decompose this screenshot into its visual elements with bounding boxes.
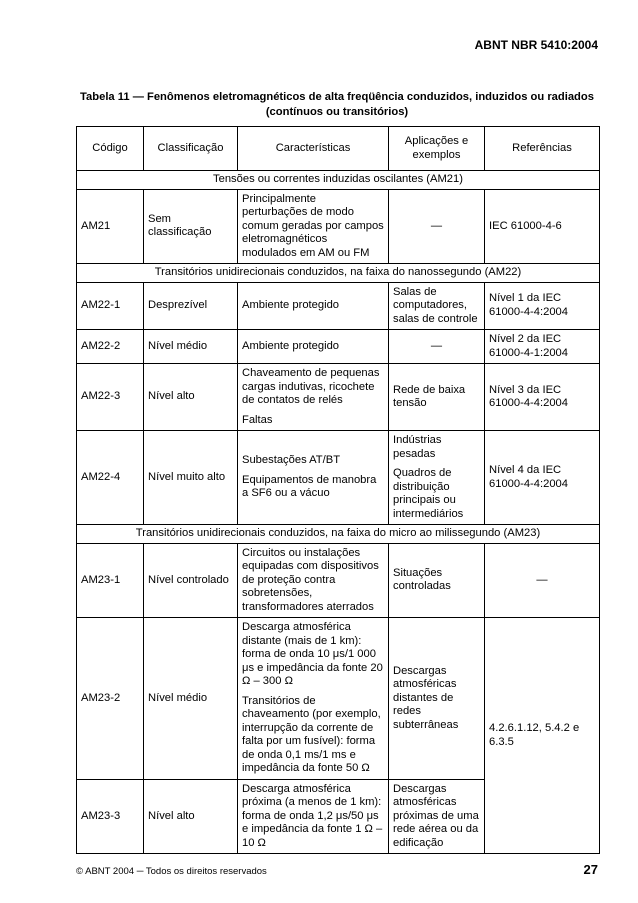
cell-applications: Descargas atmosféricas próximas de uma rede aérea ou da edificação (389, 779, 485, 854)
cell-code: AM23-1 (77, 543, 144, 618)
cell-classification: Desprezível (144, 282, 238, 330)
table-row (77, 618, 600, 780)
table-row (77, 189, 600, 264)
col-header-code: Código (77, 127, 144, 171)
table-row (77, 431, 600, 525)
section-row (77, 171, 600, 190)
cell-characteristics: Descarga atmosférica próxima (a menos de 1 km): forma de onda 1,2 μs/50 μs e impedância da fonte 1 Ω – 10 Ω (238, 779, 389, 854)
cell-classification: Nível muito alto (144, 431, 238, 525)
cell-code: AM22-2 (77, 330, 144, 364)
characteristics-part-1: Chaveamento de pequenas cargas indutivas, ricochete de contatos de relés (242, 367, 380, 406)
cell-characteristics: Principalmente perturbações de modo comum geradas por campos eletromagnéticos modulados em AM ou FM (238, 189, 389, 264)
cell-characteristics: Ambiente protegido (238, 330, 389, 364)
cell-references: Nível 1 da IEC 61000-4-4:2004 (485, 282, 600, 330)
table-row (77, 330, 600, 364)
section-am21: Tensões ou correntes induzidas oscilantes (AM21) (77, 171, 600, 190)
cell-characteristics (238, 618, 389, 780)
cell-classification: Sem classificação (144, 189, 238, 264)
characteristics-part-2: Equipamentos de manobra a SF6 ou a vácuo (242, 473, 377, 500)
standard-header: ABNT NBR 5410:2004 (474, 38, 598, 52)
cell-characteristics: Circuitos ou instalações equipadas com dispositivos de proteção contra sobretensões, transformadores aterrados (238, 543, 389, 618)
col-header-references: Referências (485, 127, 600, 171)
characteristics-part-2: Faltas (242, 413, 273, 426)
footer-copyright: © ABNT 2004 ─ Todos os direitos reservados (76, 866, 267, 877)
cell-applications: Situações controladas (389, 543, 485, 618)
cell-applications (389, 431, 485, 525)
cell-code: AM23-3 (77, 779, 144, 854)
cell-code: AM22-4 (77, 431, 144, 525)
section-row (77, 525, 600, 544)
characteristics-part-2: Transitórios de chaveamento (por exemplo, interrupção da corrente de falta por um fusível): forma de onda 0,1 ms/1 ms e impedância da fonte 50 Ω (242, 694, 381, 774)
section-am23: Transitórios unidirecionais conduzidos, na faixa do micro ao milissegundo (AM23) (77, 525, 600, 544)
cell-characteristics: Ambiente protegido (238, 282, 389, 330)
cell-applications: — (389, 330, 485, 364)
caption-line-2: (contínuos ou transitórios) (265, 106, 409, 118)
cell-applications: — (389, 189, 485, 264)
page-number: 27 (583, 862, 598, 877)
cell-references: Nível 2 da IEC 61000-4-1:2004 (485, 330, 600, 364)
cell-references: 4.2.6.1.12, 5.4.2 e 6.3.5 (485, 618, 600, 854)
cell-applications: Salas de computadores, salas de controle (389, 282, 485, 330)
cell-classification: Nível médio (144, 330, 238, 364)
section-am22: Transitórios unidirecionais conduzidos, na faixa do nanossegundo (AM22) (77, 264, 600, 283)
cell-references: Nível 3 da IEC 61000-4-4:2004 (485, 364, 600, 431)
phenomena-table (76, 126, 600, 854)
table-caption (76, 90, 598, 120)
cell-references: IEC 61000-4-6 (485, 189, 600, 264)
table-header-row (77, 127, 600, 171)
cell-applications: Descargas atmosféricas distantes de redes subterrâneas (389, 618, 485, 780)
cell-classification: Nível alto (144, 779, 238, 854)
col-header-applications: Aplicações e exemplos (389, 127, 485, 171)
cell-classification: Nível controlado (144, 543, 238, 618)
applications-part-1: Indústrias pesadas (393, 434, 442, 460)
cell-characteristics (238, 431, 389, 525)
table-row (77, 543, 600, 618)
cell-code: AM22-3 (77, 364, 144, 431)
table-row (77, 282, 600, 330)
cell-code: AM21 (77, 189, 144, 264)
col-header-characteristics: Características (238, 127, 389, 171)
caption-line-1: Tabela 11 — Fenômenos eletromagnéticos de alta freqüência conduzidos, induzidos ou radiados (80, 91, 594, 103)
cell-applications: Rede de baixa tensão (389, 364, 485, 431)
characteristics-part-1: Subestações AT/BT (242, 454, 341, 467)
cell-references: Nível 4 da IEC 61000-4-4:2004 (485, 431, 600, 525)
cell-references: — (485, 543, 600, 618)
cell-classification: Nível médio (144, 618, 238, 780)
table-row (77, 364, 600, 431)
section-row (77, 264, 600, 283)
cell-characteristics (238, 364, 389, 431)
characteristics-part-1: Descarga atmosférica distante (mais de 1 km): forma de onda 10 μs/1 000 μs e impedância da fonte 20 Ω – 300 Ω (242, 621, 383, 687)
applications-part-2: Quadros de distribuição principais ou intermediários (393, 467, 464, 520)
col-header-classification: Classificação (144, 127, 238, 171)
cell-code: AM22-1 (77, 282, 144, 330)
cell-code: AM23-2 (77, 618, 144, 780)
cell-classification: Nível alto (144, 364, 238, 431)
